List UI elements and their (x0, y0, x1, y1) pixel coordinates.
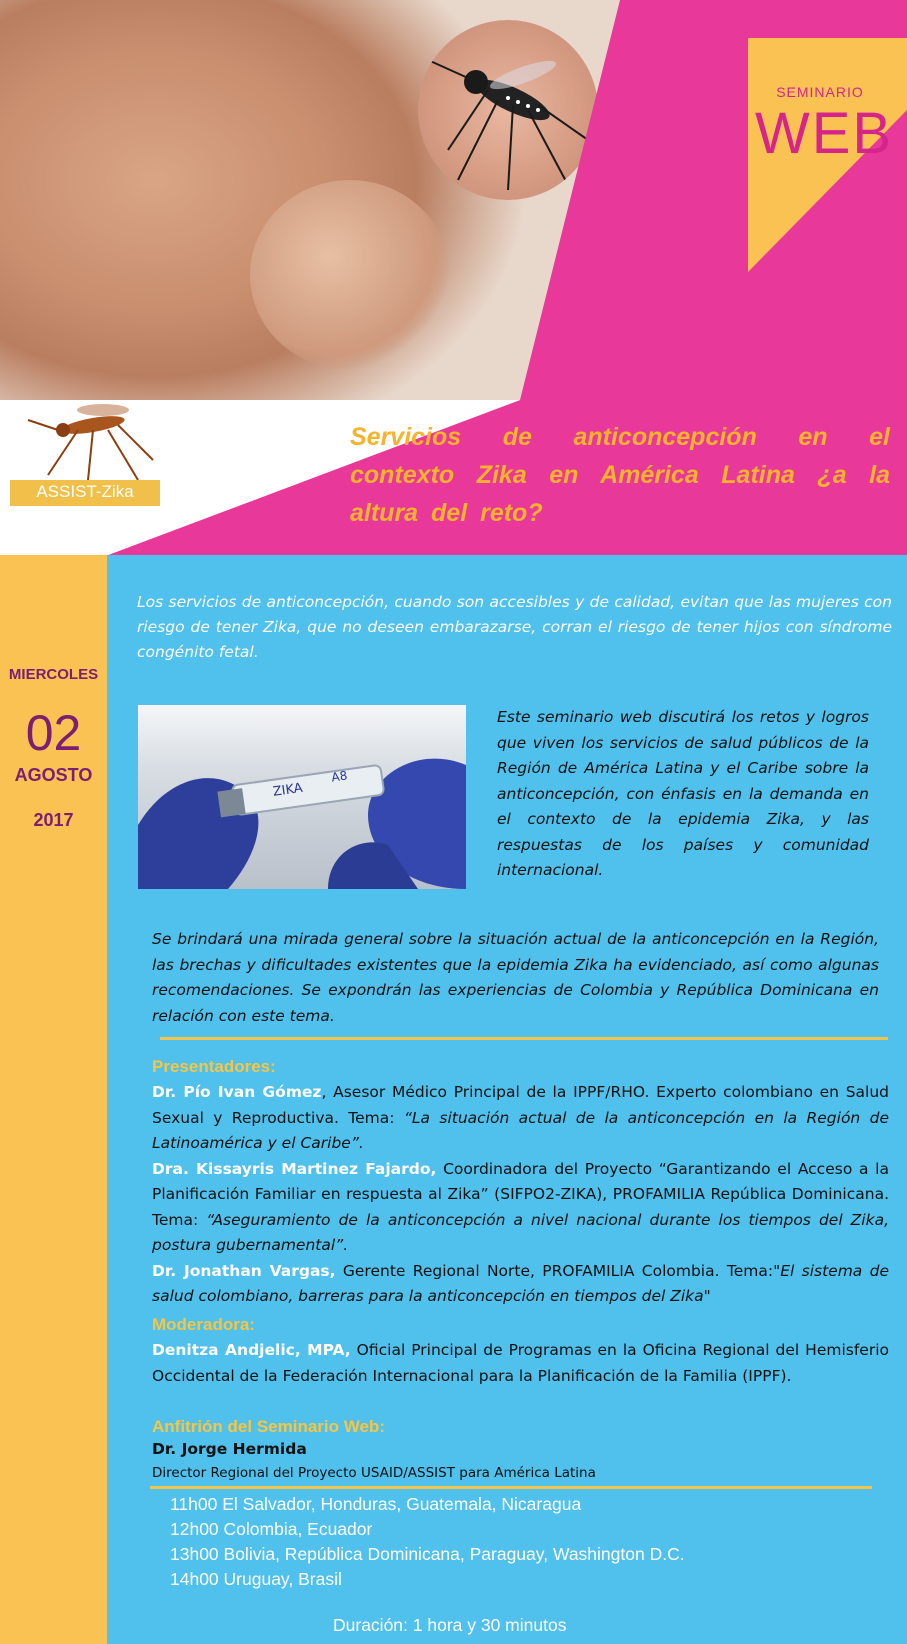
zika-vial-photo (138, 705, 466, 889)
presenter-item (152, 1080, 889, 1157)
presenters-list (152, 1080, 889, 1310)
presenter-topic: “La situación actual de la anticoncepción en la Región de Latinoamérica y el Caribe”. (152, 1108, 889, 1152)
presenter-name: Dra. Kissayris Martinez Fajardo, (152, 1159, 437, 1178)
schedule-item: 11h00 El Salvador, Honduras, Guatemala, Nicaragua (170, 1494, 582, 1514)
divider-line (160, 1037, 888, 1040)
date-day: 02 (25, 705, 82, 761)
logo-text: ASSIST-Zika (36, 482, 134, 501)
date-year: 2017 (33, 810, 74, 830)
duration-text: Duración: 1 hora y 30 minutos (333, 1615, 567, 1635)
host-role: Director Regional del Proyecto USAID/ASSIST para América Latina (152, 1465, 596, 1481)
presenter-item (152, 1259, 889, 1310)
gloved-hands-vial-icon (138, 705, 466, 889)
presenter-desc: Coordinadora del Proyecto “Garantizando el Acceso a la Planificación Familiar en respuesta al Zika” (SIFPO2-ZIKA), PROFAMILIA República Dominicana. Tema: (152, 1159, 889, 1229)
host-heading: Anfitrión del Seminario Web: (152, 1417, 385, 1436)
web-label: WEB (755, 101, 894, 166)
presenter-item (152, 1157, 889, 1259)
moderator-info (152, 1338, 889, 1389)
presenter-desc: Gerente Regional Norte, PROFAMILIA Colombia. Tema: (335, 1261, 774, 1280)
seminar-description: Este seminario web discutirá los retos y logros que viven los servicios de salud públicos de la Región de América Latina y el Caribe sobre la anticoncepción, con énfasis en la demanda en el contexto de la epidemia Zika, y las respuestas de los países y comunidad internacional. (497, 708, 869, 879)
presenter-name: Dr. Jonathan Vargas, (152, 1261, 336, 1280)
schedule-item: 14h00 Uruguay, Brasil (170, 1569, 342, 1589)
seminario-label: SEMINARIO (776, 84, 864, 100)
vial-label-zika: ZIKA (271, 780, 304, 800)
date-month: AGOSTO (14, 765, 93, 785)
vial-label-code: A8 (330, 768, 349, 785)
presenter-topic: "El sistema de salud colombiano, barreras para la anticoncepción en tiempos del Zika" (152, 1261, 889, 1305)
presenter-desc: , Asesor Médico Principal de la IPPF/RHO. Experto colombiano en Salud Sexual y Reproductiva. Tema: (152, 1083, 890, 1127)
schedule-list (170, 1492, 685, 1592)
schedule-item: 13h00 Bolivia, República Dominicana, Paraguay, Washington D.C. (170, 1544, 685, 1564)
moderator-name: Denitza Andjelic, MPA, (152, 1341, 351, 1359)
logo-mosquito-icon (8, 400, 160, 490)
moderator-desc: Oficial Principal de Programas en la Oficina Regional del Hemisferio Occidental de la Federación Internacional para la Planificación de la Familia (IPPF). (152, 1341, 889, 1385)
hero-banner (0, 0, 907, 555)
presenters-heading: Presentadores: (152, 1057, 276, 1076)
presenter-name: Dr. Pío Ivan Gómez (152, 1083, 322, 1101)
date-weekday: MIERCOLES (8, 666, 99, 683)
overview-text: Se brindará una mirada general sobre la situación actual de la anticoncepción en la Región, las brechas y dificultades existentes que la epidemia Zika ha evidenciado, así como algunas recomendaciones. Se expondrán las experiencias de Colombia y República Dominicana en relación con este tema. (152, 930, 879, 1025)
schedule-item: 12h00 Colombia, Ecuador (170, 1519, 373, 1539)
moderator-heading: Moderadora: (152, 1315, 255, 1334)
host-name: Dr. Jorge Hermida (152, 1440, 307, 1458)
divider-line (150, 1486, 872, 1489)
presenter-topic: “Aseguramiento de la anticoncepción a nivel nacional durante los tiempos del Zika, postura gubernamental”. (152, 1210, 889, 1254)
seminar-title: Servicios de anticoncepción en el contexto Zika en América Latina ¿a la altura del reto? (350, 423, 890, 527)
intro-text: Los servicios de anticoncepción, cuando son accesibles y de calidad, evitan que las mujeres con riesgo de tener Zika, que no deseen embarazarse, corran el riesgo de tener hijos con síndrome congénito fetal. (137, 593, 892, 661)
